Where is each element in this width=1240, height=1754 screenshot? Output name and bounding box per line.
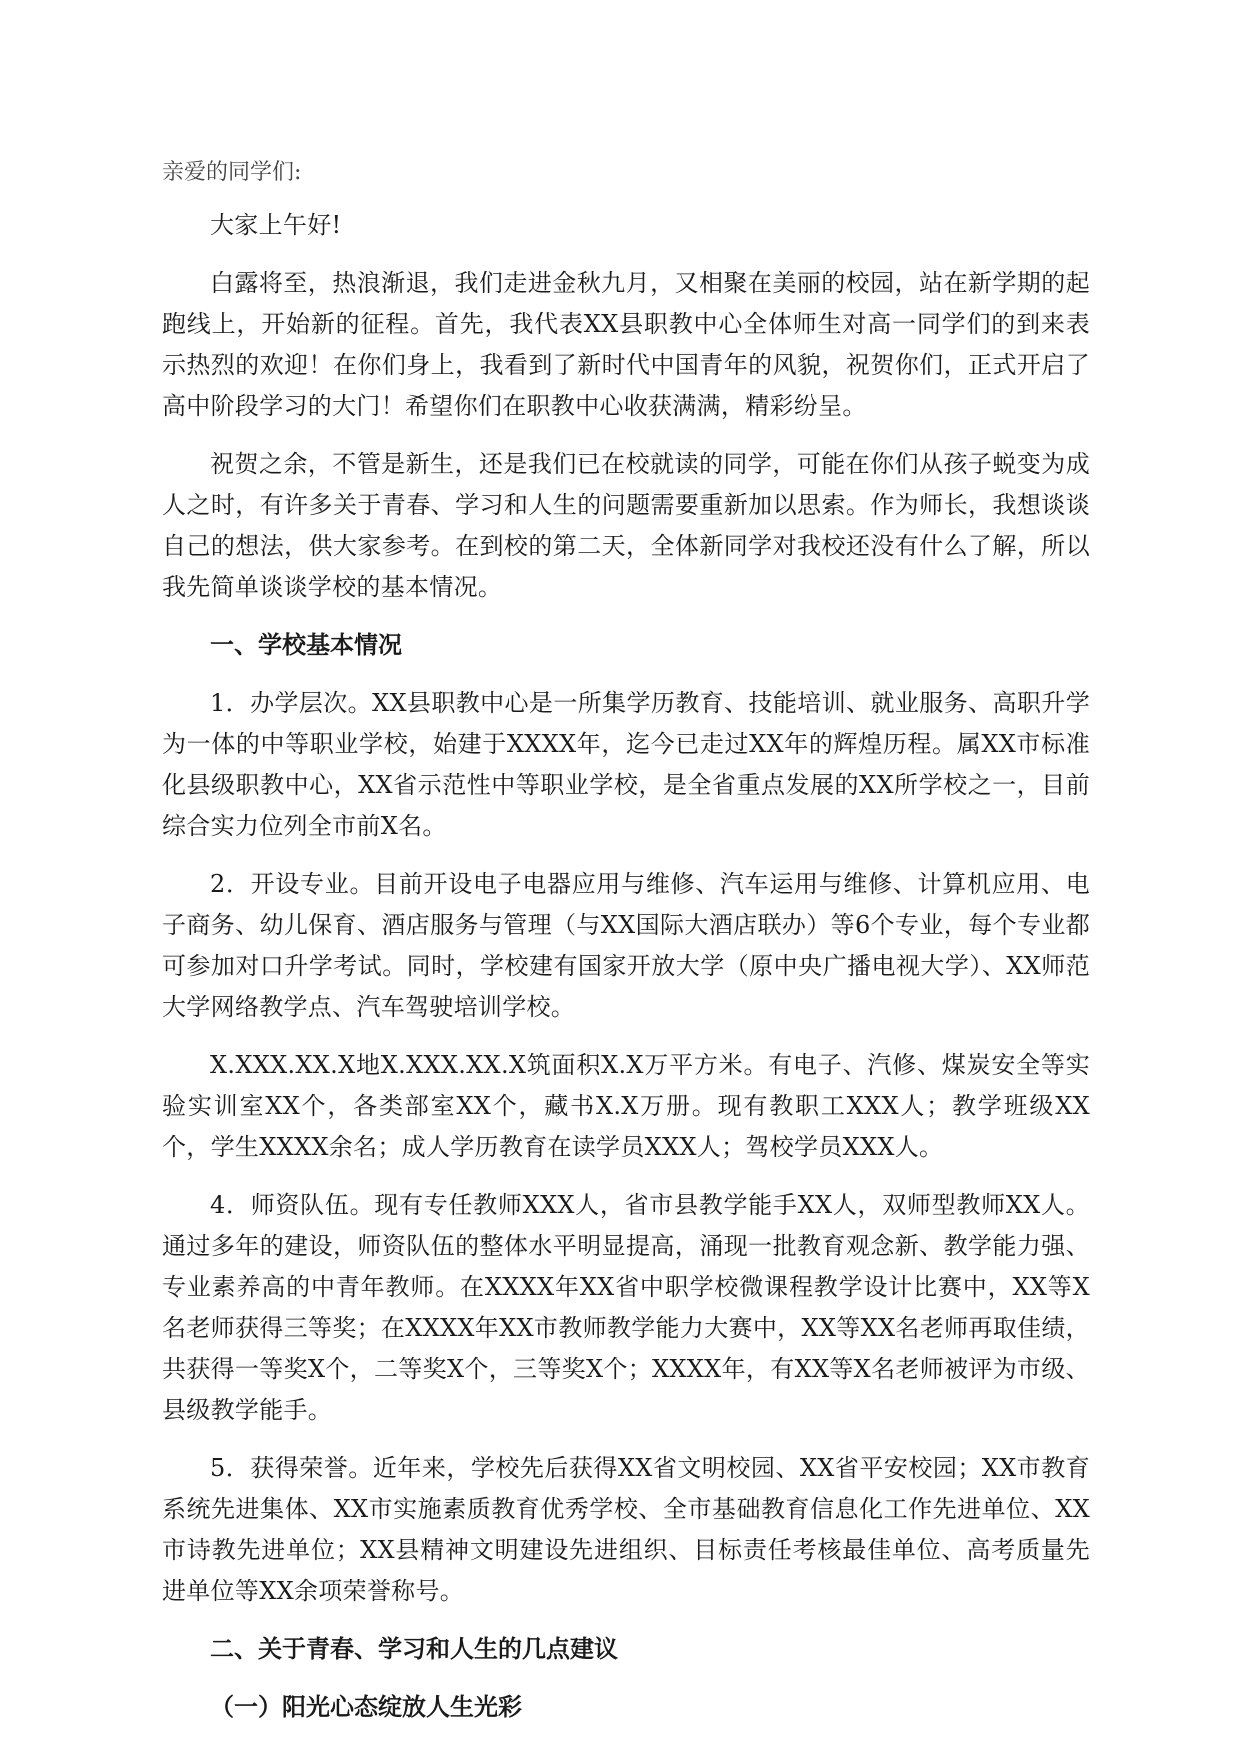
intro-paragraph-1: 白露将至，热浪渐退，我们走进金秋九月，又相聚在美丽的校园，站在新学期的起跑线上，开始新的征程。首先，我代表XX县职教中心全体师生对高一同学们的到来表示热烈的欢迎！在你们身上，我看到了新时代中国青年的风貌，祝贺你们，正式开启了高中阶段学习的大门！希望你们在职教中心收获满满，精彩纷呈。 [162, 269, 1090, 420]
section-1-item-facilities: X.XXX.XX.X地X.XXX.XX.X筑面积X.X万平方米。有电子、汽修、煤炭安全等实验实训室XX个，各类部室XX个，藏书X.X万册。现有教职工XXX人；教学班级XX个，学生XXXX余名；成人学历教育在读学员XXX人；驾校学员XXX人。 [162, 1051, 1090, 1161]
section-1-item-majors: 2．开设专业。目前开设电子电器应用与维修、汽车运用与维修、计算机应用、电子商务、幼儿保育、酒店服务与管理（与XX国际大酒店联办）等6个专业，每个专业都可参加对口升学考试。同时，学校建有国家开放大学（原中央广播电视大学）、XX师范大学网络教学点、汽车驾驶培训学校。 [162, 870, 1090, 1021]
greeting: 大家上午好! [210, 211, 342, 239]
salutation: 亲爱的同学们: [162, 160, 302, 185]
document-body [162, 153, 1090, 1745]
section-heading-school-overview: 一、学校基本情况 [210, 631, 402, 659]
subsection-heading-positive-mindset: （一）阳光心态绽放人生光彩 [210, 1693, 522, 1721]
section-heading-advice: 二、关于青春、学习和人生的几点建议 [210, 1635, 618, 1663]
section-1-item-honors: 5．获得荣誉。近年来，学校先后获得XX省文明校园、XX省平安校园；XX市教育系统先进集体、XX市实施素质教育优秀学校、全市基础教育信息化工作先进单位、XX市诗教先进单位；XX县精神文明建设先进组织、目标责任考核最佳单位、高考质量先进单位等XX余项荣誉称号。 [162, 1454, 1090, 1605]
section-1-item-school-level: 1．办学层次。XX县职教中心是一所集学历教育、技能培训、就业服务、高职升学为一体的中等职业学校，始建于XXXX年，迄今已走过XX年的辉煌历程。属XX市标准化县级职教中心，XX省示范性中等职业学校，是全省重点发展的XX所学校之一，目前综合实力位列全市前X名。 [162, 689, 1090, 840]
intro-paragraph-2: 祝贺之余，不管是新生，还是我们已在校就读的同学，可能在你们从孩子蜕变为成人之时，有许多关于青春、学习和人生的问题需要重新加以思索。作为师长，我想谈谈自己的想法，供大家参考。在到校的第二天，全体新同学对我校还没有什么了解，所以我先简单谈谈学校的基本情况。 [162, 450, 1090, 601]
section-1-item-faculty: 4．师资队伍。现有专任教师XXX人，省市县教学能手XX人，双师型教师XX人。通过多年的建设，师资队伍的整体水平明显提高，涌现一批教育观念新、教学能力强、专业素养高的中青年教师。在XXXX年XX省中职学校微课程教学设计比赛中，XX等X名老师获得三等奖；在XXXX年XX市教师教学能力大赛中，XX等XX名老师再取佳绩，共获得一等奖X个，二等奖X个，三等奖X个；XXXX年，有XX等X名老师被评为市级、县级教学能手。 [162, 1191, 1090, 1424]
